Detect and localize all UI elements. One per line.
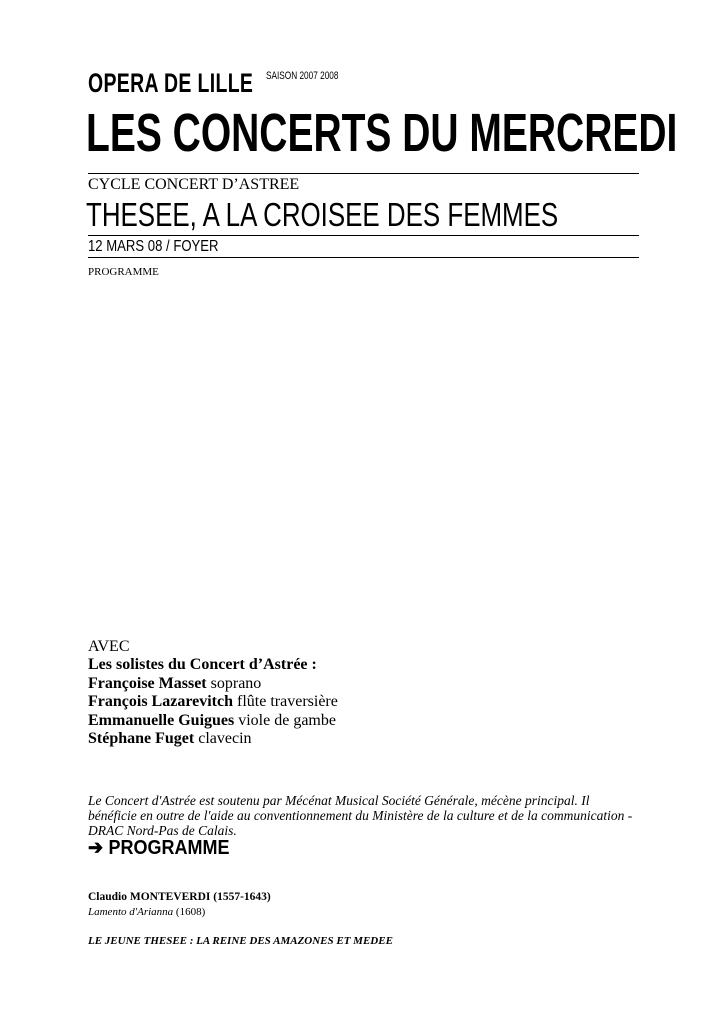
programme-label: PROGRAMME xyxy=(88,266,159,278)
programme-heading-label: PROGRAMME xyxy=(108,837,230,859)
work-year: (1608) xyxy=(173,906,206,918)
concert-title: THESEE, A LA CROISEE DES FEMMES xyxy=(86,196,559,233)
performer-line xyxy=(88,693,338,711)
soloists-heading: Les solistes du Concert d’Astrée : xyxy=(88,656,317,674)
performer-role: flûte traversière xyxy=(233,693,338,711)
performer-role: viole de gambe xyxy=(234,711,336,729)
performer-line xyxy=(88,675,338,693)
composer: Claudio MONTEVERDI (1557-1643) xyxy=(88,891,271,903)
sponsor-note: Le Concert d'Astrée est soutenu par Mécénat Musical Société Générale, mécène principal. Il bénéficie en outre de l'aide au conventionnement du Ministère de la culture et de la communication - DRAC Nord-Pas de Calais. xyxy=(88,793,633,838)
performers-section xyxy=(88,638,338,748)
arrow-right-icon: ➔ xyxy=(88,837,104,859)
avec-label: AVEC xyxy=(88,638,130,655)
divider-bottom xyxy=(88,257,639,258)
performer-line xyxy=(88,730,338,748)
work-title: Lamento d'Arianna xyxy=(88,906,174,918)
performer-role: soprano xyxy=(206,674,262,692)
section-title: LE JEUNE THESEE : LA REINE DES AMAZONES ET MEDEE xyxy=(88,935,393,947)
divider-middle xyxy=(88,235,639,236)
opera-name: OPERA DE LILLE xyxy=(88,68,254,98)
work xyxy=(88,906,205,919)
season-label: SAISON 2007 2008 xyxy=(266,70,339,82)
performer-line xyxy=(88,712,338,730)
cycle-label: CYCLE CONCERT D’ASTREE xyxy=(88,176,300,193)
performer-name: François Lazarevitch xyxy=(88,693,234,711)
performer-name: Françoise Masset xyxy=(88,674,207,692)
programme-heading xyxy=(88,837,229,859)
series-title: LES CONCERTS DU MERCREDI xyxy=(86,103,678,163)
performer-name: Emmanuelle Guigues xyxy=(88,711,235,729)
divider-top xyxy=(88,173,639,174)
performer-role: clavecin xyxy=(194,730,252,748)
performer-name: Stéphane Fuget xyxy=(88,730,195,748)
date-venue: 12 MARS 08 / FOYER xyxy=(88,238,219,255)
